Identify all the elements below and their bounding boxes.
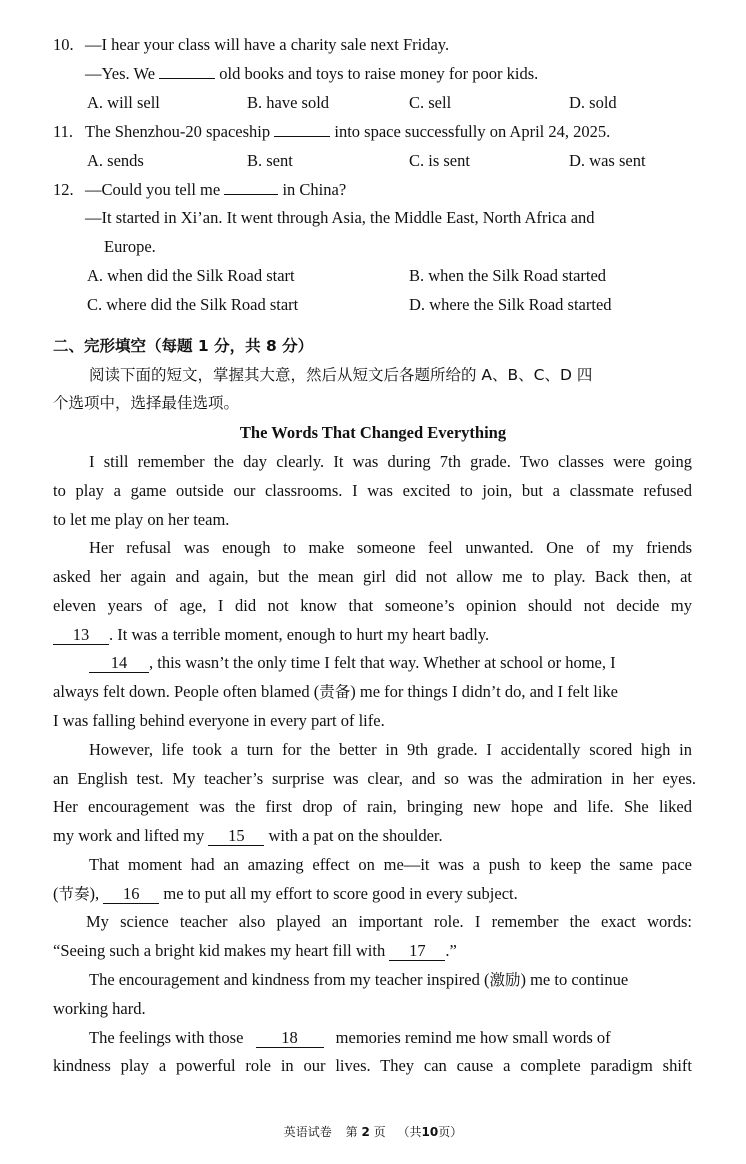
question-12-answer-line: —It started in Xi’an. It went through Asia, the Middle East, North Africa and <box>85 208 595 227</box>
question-10-stem <box>53 34 449 56</box>
answer-blank <box>274 136 330 137</box>
footer-text: （共 <box>397 1125 422 1139</box>
passage-line <box>89 1027 692 1049</box>
passage-line: That moment had an amazing effect on me—it was a push to keep the same pace <box>89 855 692 874</box>
question-text: in China? <box>278 180 347 199</box>
cloze-blank-13: 13 <box>53 626 109 645</box>
question-number: 11. <box>53 122 74 141</box>
passage-line: kindness play a powerful role in our lives. They can cause a complete paradigm shift <box>53 1056 692 1075</box>
question-12-option-a: A. when did the Silk Road start <box>87 266 295 285</box>
cloze-blank-18: 18 <box>256 1029 324 1048</box>
passage-line: My science teacher also played an important role. I remember the exact words: <box>86 912 692 931</box>
passage-line: an English test. My teacher’s surprise was clear, and so was the admiration in her eyes. <box>53 769 696 788</box>
passage-text: ) me for things I didn’t do, and I felt like <box>350 682 618 701</box>
answer-blank <box>224 194 278 195</box>
question-11-option-c: C. is sent <box>409 151 470 170</box>
total-pages: 10 <box>421 1125 439 1139</box>
response-text: old books and toys to raise money for poor kids. <box>215 64 539 83</box>
cloze-blank-17: 17 <box>389 942 445 961</box>
passage-line: working hard. <box>53 999 146 1018</box>
question-number: 10. <box>53 35 74 54</box>
question-10-option-c: C. sell <box>409 93 452 112</box>
question-11-option-b: B. sent <box>247 151 293 170</box>
question-number: 12. <box>53 180 74 199</box>
question-text: —I hear your class will have a charity sale next Friday. <box>85 35 450 54</box>
passage-text: my work and lifted my <box>53 826 209 845</box>
passage-line <box>53 681 618 703</box>
passage-line: Her encouragement was the first drop of rain, bringing new hope and life. She liked <box>53 797 692 816</box>
question-11-option-d: D. was sent <box>569 151 646 170</box>
passage-text: ) me to continue <box>520 970 629 989</box>
passage-line <box>89 969 692 991</box>
passage-text: . It was a terrible moment, enough to hurt my heart badly. <box>109 625 490 644</box>
passage-line: to let me play on her team. <box>53 510 230 529</box>
passage-line <box>53 825 443 847</box>
cloze-blank-16: 16 <box>103 885 159 904</box>
footer-text: 页） <box>438 1125 463 1139</box>
question-text: —Could you tell me <box>85 180 225 199</box>
passage-line: Her refusal was enough to make someone feel unwanted. One of my friends <box>89 538 692 557</box>
passage-text: The feelings with those <box>89 1028 248 1047</box>
passage-title: The Words That Changed Everything <box>239 423 507 442</box>
passage-text: memories remind me how small words of <box>331 1028 611 1047</box>
footer-text: 第 <box>345 1125 358 1139</box>
question-11-option-a: A. sends <box>87 151 144 170</box>
passage-text: with a pat on the shoulder. <box>264 826 443 845</box>
question-12-answer-line: Europe. <box>104 237 156 256</box>
chinese-gloss: 责备 <box>319 683 351 701</box>
passage-text: .” <box>445 941 457 960</box>
question-11-stem <box>53 121 610 143</box>
question-12-option-b: B. when the Silk Road started <box>409 266 607 285</box>
question-10-option-b: B. have sold <box>247 93 330 112</box>
page-footer <box>0 1124 746 1140</box>
question-text: into space successfully on April 24, 2025. <box>330 122 611 141</box>
footer-subject: 英语试卷 <box>283 1125 332 1139</box>
section-instruction: 阅读下面的短文，掌握其大意，然后从短文后各题所给的 A、B、C、D 四 <box>89 366 593 384</box>
passage-line: eleven years of age, I did not know that someone’s opinion should not decide my <box>53 596 692 615</box>
question-12-stem <box>53 179 346 201</box>
page-number: 2 <box>361 1125 370 1139</box>
passage-text: , this wasn’t the only time I felt that way. Whether at school or home, I <box>149 653 616 672</box>
section-instruction: 个选项中，选择最佳选项。 <box>53 394 240 412</box>
question-10-response <box>85 63 538 85</box>
passage-text: me to put all my effort to score good in every subject. <box>159 884 518 903</box>
question-12-option-d: D. where the Silk Road started <box>409 295 612 314</box>
passage-line <box>53 624 489 646</box>
chinese-gloss: 节奏 <box>58 885 90 903</box>
passage-line: I still remember the day clearly. It was during 7th grade. Two classes were going <box>89 452 692 471</box>
passage-line: asked her again and again, but the mean girl did not allow me to play. Back then, at <box>53 567 692 586</box>
question-12-option-c: C. where did the Silk Road start <box>87 295 299 314</box>
cloze-blank-15: 15 <box>208 827 264 846</box>
cloze-blank-14: 14 <box>89 654 149 673</box>
chinese-gloss: 激励 <box>489 971 521 989</box>
passage-text: The encouragement and kindness from my teacher inspired ( <box>89 970 490 989</box>
passage-line: I was falling behind everyone in every part of life. <box>53 711 385 730</box>
footer-text: 页 <box>373 1125 386 1139</box>
passage-line: However, life took a turn for the better in 9th grade. I accidentally scored high in <box>89 740 692 759</box>
passage-line <box>53 940 457 962</box>
question-10-option-a: A. will sell <box>87 93 160 112</box>
response-text: —Yes. We <box>85 64 160 83</box>
passage-text: always felt down. People often blamed ( <box>53 682 320 701</box>
question-text: The Shenzhou-20 spaceship <box>85 122 275 141</box>
passage-line: to play a game outside our classrooms. I was excited to join, but a classmate refused <box>53 481 692 500</box>
section-heading: 二、完形填空（每题 1 分，共 8 分） <box>53 337 314 355</box>
answer-blank <box>159 78 215 79</box>
passage-line: (节奏), 16 me to put all my effort to score good in every subject. <box>53 884 518 903</box>
question-10-option-d: D. sold <box>569 93 617 112</box>
passage-text: ), <box>89 884 104 903</box>
passage-text: “Seeing such a bright kid makes my heart fill with <box>53 941 390 960</box>
passage-line <box>89 652 692 674</box>
